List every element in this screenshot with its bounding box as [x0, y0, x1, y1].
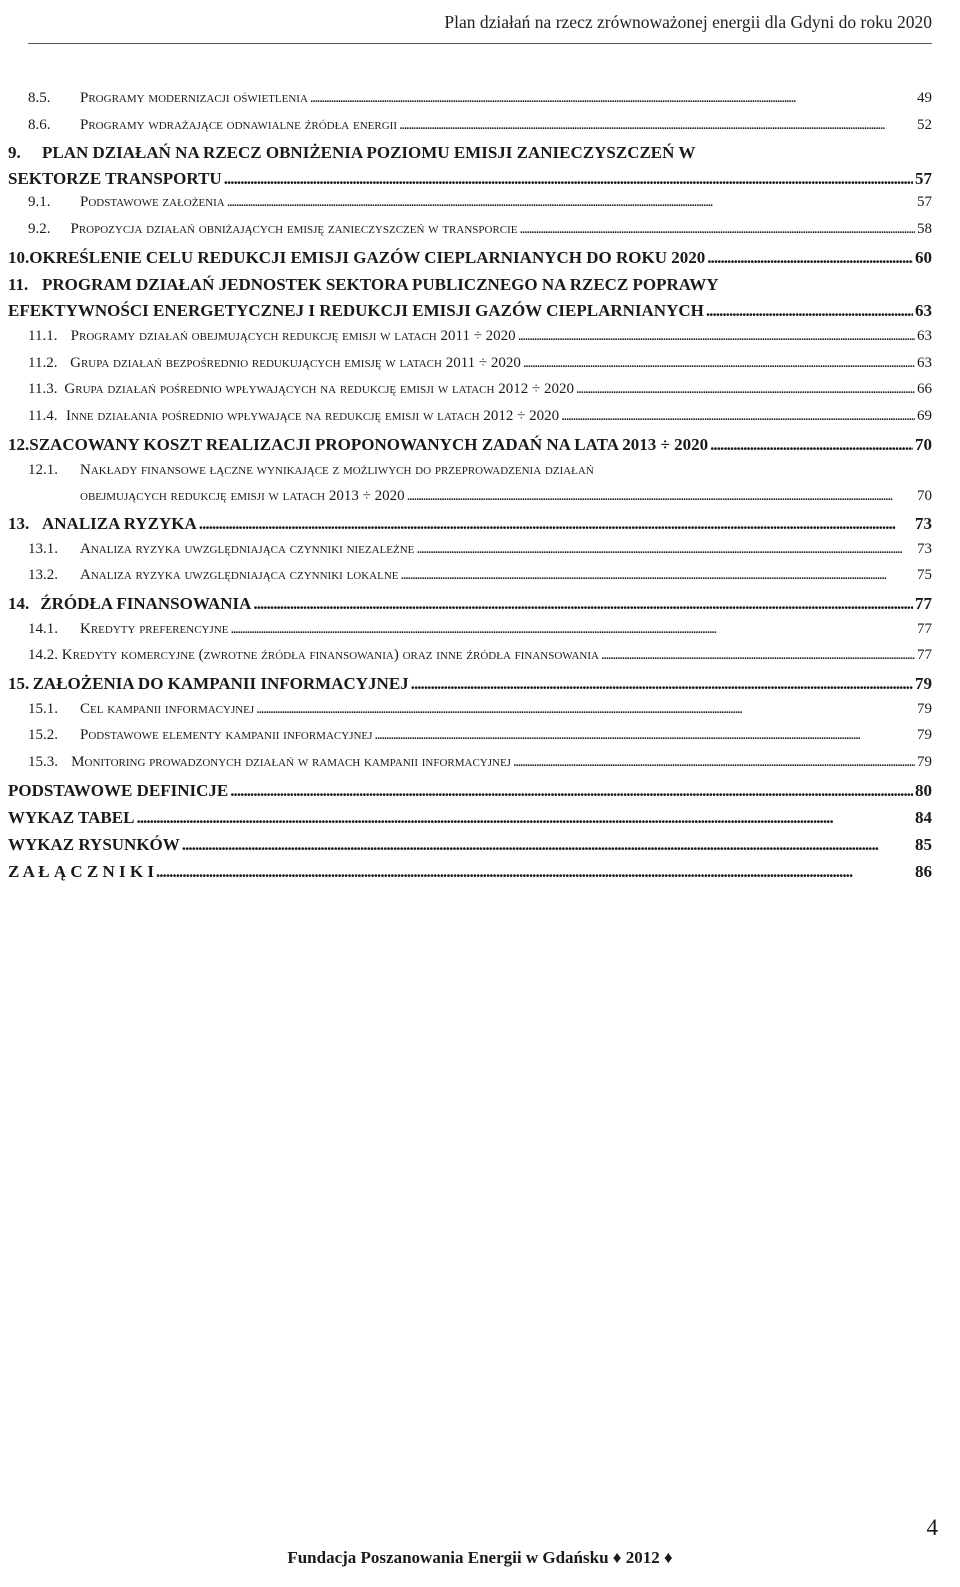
toc-number: 15.3.: [28, 754, 58, 770]
toc-number: 8.6.: [28, 117, 51, 133]
toc-title: Grupa działań bezpośrednio redukujących emisję w latach 2011 ÷ 2020: [70, 355, 521, 371]
toc-number: 11.3.: [28, 381, 58, 397]
toc-number: 9.: [8, 143, 21, 162]
footer-text: Fundacja Poszanowania Energii w Gdańsku: [287, 1548, 609, 1567]
toc-title: Analiza ryzyka uwzględniająca czynniki niezależne: [80, 541, 415, 557]
dot-leader: [523, 355, 915, 372]
toc-number: 11.1.: [28, 328, 58, 344]
toc-title: Propozycja działań obniżających emisję zanieczyszczeń w transporcie: [70, 221, 518, 237]
toc-page-number: 79: [917, 754, 932, 770]
page-number: 4: [926, 1515, 938, 1540]
dot-leader: [561, 408, 915, 425]
toc-number: 13.: [8, 514, 30, 533]
toc-number: 13.1.: [28, 541, 58, 557]
toc-title: ŹRÓDŁA FINANSOWANIA: [40, 594, 252, 613]
dot-leader: [199, 514, 913, 534]
toc-number: 9.2.: [28, 221, 51, 237]
toc-page-number: 80: [915, 781, 932, 800]
toc-number: 9.1.: [28, 194, 51, 210]
toc-page-number: 57: [915, 169, 932, 188]
toc-page-number: 86: [915, 862, 932, 881]
toc-page-number: 70: [917, 488, 932, 504]
toc-title: Kredyty preferencyjne: [80, 621, 229, 637]
toc-title: EFEKTYWNOŚCI ENERGETYCZNEJ I REDUKCJI EMISJI GAZÓW CIEPLARNIANYCH: [8, 301, 704, 320]
toc-page-number: 77: [917, 621, 932, 637]
dot-leader: [182, 835, 913, 855]
toc-title: PROGRAM DZIAŁAŃ JEDNOSTEK SEKTORA PUBLICZNEGO NA RZECZ POPRAWY: [42, 275, 719, 294]
diamond-icon: ♦: [663, 1548, 673, 1567]
dot-leader: [374, 727, 915, 744]
toc-page-number: 73: [917, 541, 932, 557]
toc-number: 14.2.: [28, 647, 58, 663]
toc-title: Programy modernizacji oświetlenia: [80, 90, 308, 106]
toc-page-number: 75: [917, 567, 932, 583]
dot-leader: [520, 221, 916, 238]
toc-title: Cel kampanii informacyjnej: [80, 701, 255, 717]
toc-page-number: 84: [915, 808, 932, 827]
toc-number: 11.2.: [28, 355, 58, 371]
toc-page-number: 66: [917, 381, 932, 397]
toc-number: 11.: [8, 275, 29, 294]
dot-leader: [256, 701, 915, 718]
toc-title: WYKAZ TABEL: [8, 808, 135, 827]
toc-title: Nakłady finansowe łączne wynikające z możliwych do przeprowadzenia działań: [80, 462, 594, 478]
diamond-icon: ♦: [612, 1548, 622, 1567]
toc-title: ANALIZA RYZYKA: [42, 514, 197, 533]
toc-title: Analiza ryzyka uwzględniająca czynniki lokalne: [80, 567, 399, 583]
toc-title: Z A Ł Ą C Z N I K I: [8, 862, 154, 881]
toc-page-number: 49: [917, 90, 932, 106]
toc-title: PLAN DZIAŁAŃ NA RZECZ OBNIŻENIA POZIOMU EMISJI ZANIECZYSZCZEŃ W: [42, 143, 696, 162]
dot-leader: [156, 862, 913, 882]
header-divider: [28, 43, 932, 44]
toc-page-number: 52: [917, 117, 932, 133]
toc-title: SEKTORZE TRANSPORTU: [8, 169, 222, 188]
toc-title: SZACOWANY KOSZT REALIZACJI PROPONOWANYCH ZADAŃ NA LATA 2013 ÷ 2020: [29, 435, 709, 454]
dot-leader: [224, 169, 913, 189]
dot-leader: [707, 248, 913, 268]
dot-leader: [253, 594, 913, 614]
toc-page-number: 77: [917, 647, 932, 663]
dot-leader: [513, 754, 915, 771]
toc-number: 14.1.: [28, 621, 58, 637]
toc-page-number: 63: [917, 328, 932, 344]
page-footer: [0, 1548, 960, 1568]
toc-number: 15.2.: [28, 727, 58, 743]
toc-number: 15.: [8, 674, 30, 693]
toc-page-number: 79: [917, 727, 932, 743]
toc-title: PODSTAWOWE DEFINICJE: [8, 781, 229, 800]
toc-page-number: 70: [915, 435, 932, 454]
toc-number: 13.2.: [28, 567, 58, 583]
dot-leader: [706, 301, 913, 321]
dot-leader: [230, 621, 915, 638]
dot-leader: [416, 541, 915, 558]
footer-year: 2012: [625, 1548, 660, 1567]
toc-title: Podstawowe elementy kampanii informacyjnej: [80, 727, 373, 743]
toc-title: Grupa działań pośrednio wpływających na redukcję emisji w latach 2012 ÷ 2020: [64, 381, 574, 397]
dot-leader: [227, 194, 915, 211]
toc-page-number: 85: [915, 835, 932, 854]
dot-leader: [310, 90, 915, 107]
toc-page-number: 63: [915, 301, 932, 320]
toc-page-number: 69: [917, 408, 932, 424]
toc-title: Programy działań obejmujących redukcję emisji w latach 2011 ÷ 2020: [70, 328, 516, 344]
toc-page-number: 77: [915, 594, 932, 613]
dot-leader: [411, 674, 913, 694]
dot-leader: [136, 808, 913, 828]
toc-page-number: 63: [917, 355, 932, 371]
toc-number: 8.5.: [28, 90, 51, 106]
toc-title: obejmujących redukcję emisji w latach 2013 ÷ 2020: [80, 488, 405, 504]
toc-number: 12.1.: [28, 462, 58, 478]
header-title: Plan działań na rzecz zrównoważonej energii dla Gdyni do roku 2020: [444, 12, 932, 32]
dot-leader: [230, 781, 913, 801]
dot-leader: [518, 328, 915, 345]
dot-leader: [576, 381, 915, 398]
toc-page-number: 73: [915, 514, 932, 533]
dot-leader: [407, 488, 915, 505]
toc-title: WYKAZ RYSUNKÓW: [8, 835, 180, 854]
toc-title: Programy wdrażające odnawialne źródła energii: [80, 117, 397, 133]
toc-title: Kredyty komercyjne (zwrotne źródła finansowania) oraz inne źródła finansowania: [61, 647, 599, 663]
toc-title: Monitoring prowadzonych działań w ramach kampanii informacyjnej: [71, 754, 511, 770]
toc-title: Podstawowe założenia: [80, 194, 225, 210]
dot-leader: [710, 435, 913, 455]
toc-title: ZAŁOŻENIA DO KAMPANII INFORMACYJNEJ: [32, 674, 409, 693]
dot-leader: [401, 567, 915, 584]
toc-page-number: 60: [915, 248, 932, 267]
toc-number: 11.4.: [28, 408, 58, 424]
toc-title: OKREŚLENIE CELU REDUKCJI EMISJI GAZÓW CIEPLARNIANYCH DO ROKU 2020: [29, 248, 706, 267]
toc-number: 15.1.: [28, 701, 58, 717]
dot-leader: [399, 117, 915, 134]
toc-title: Inne działania pośrednio wpływające na redukcję emisji w latach 2012 ÷ 2020: [66, 408, 560, 424]
page-header: [0, 0, 960, 42]
toc-page-number: 57: [917, 194, 932, 210]
toc-page-number: 79: [917, 701, 932, 717]
toc-number: 12.: [8, 435, 30, 454]
toc-number: 10.: [8, 248, 30, 267]
toc-page-number: 79: [915, 674, 932, 693]
toc-page-number: 58: [917, 221, 932, 237]
dot-leader: [601, 647, 915, 664]
toc-number: 14.: [8, 594, 30, 613]
